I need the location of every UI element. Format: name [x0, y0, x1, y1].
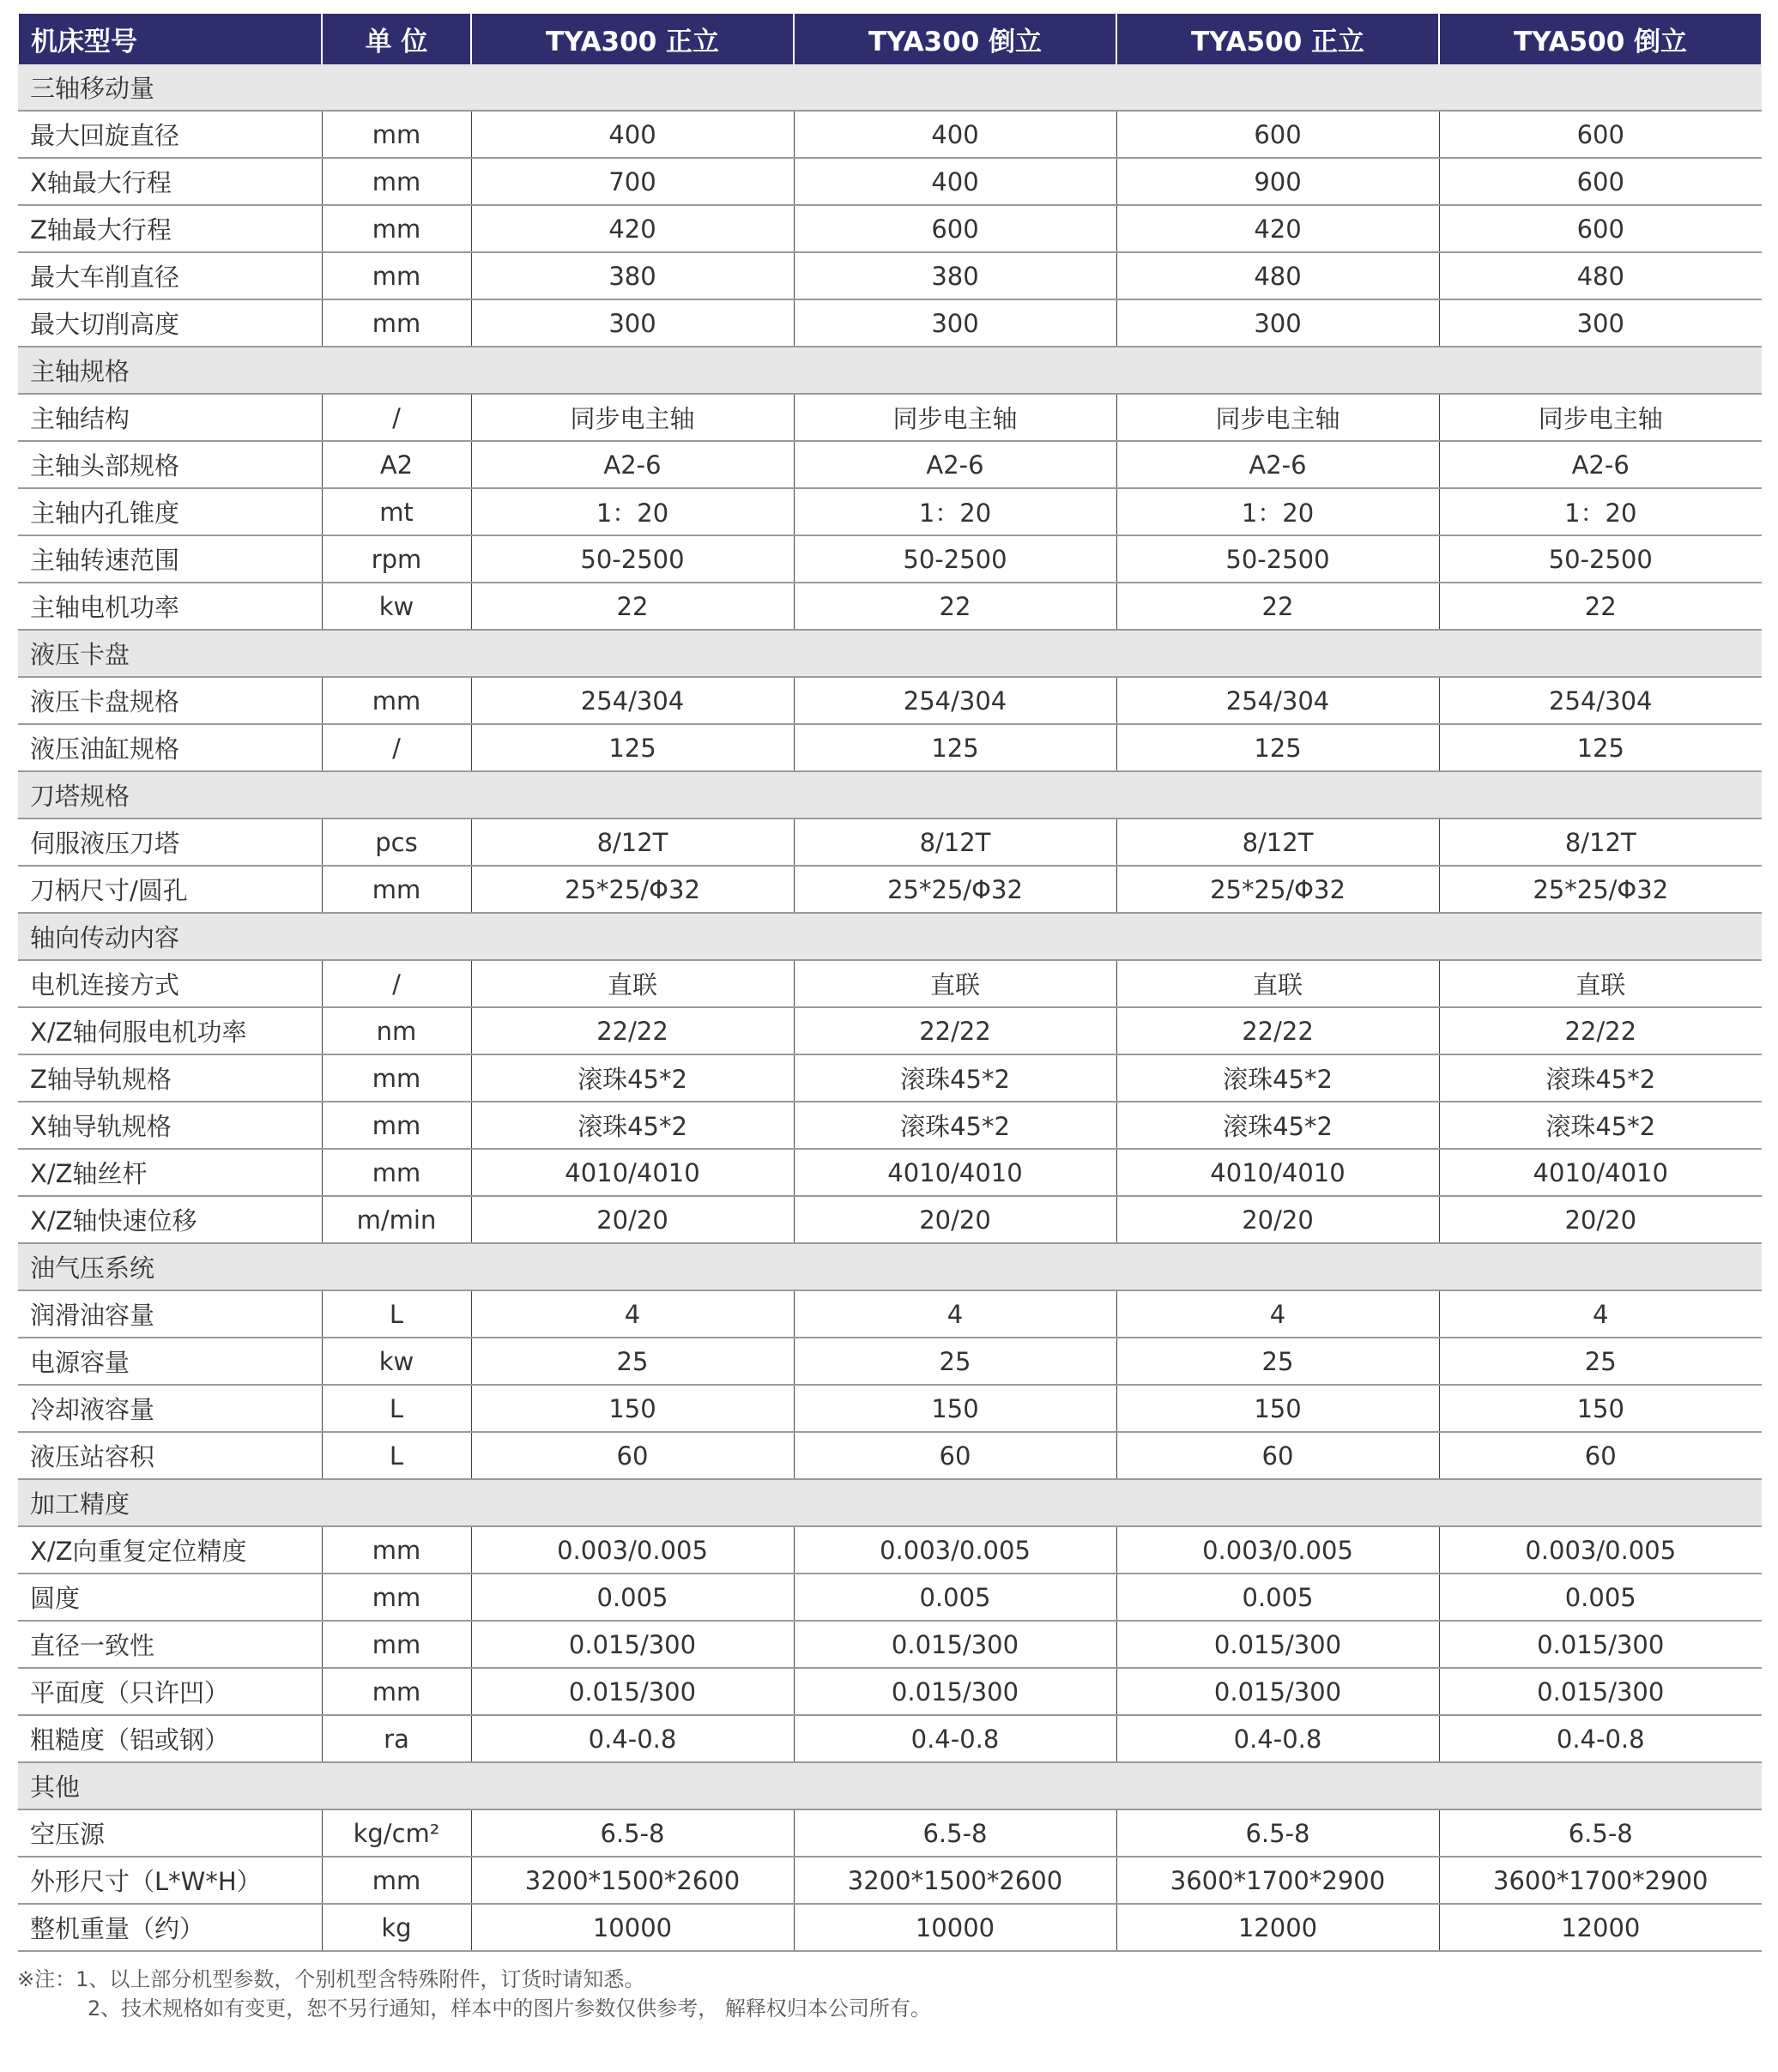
param-name-cell: 伺服液压刀塔 — [18, 819, 322, 866]
section-header-row — [18, 630, 1762, 677]
unit-cell: L — [322, 1385, 471, 1432]
section-header-row — [18, 1479, 1762, 1526]
value-cell: 4 — [794, 1290, 1116, 1338]
table-row — [18, 819, 1762, 866]
value-cell: 22/22 — [794, 1007, 1116, 1054]
table-row — [18, 1526, 1762, 1574]
value-cell: 同步电主轴 — [471, 394, 794, 441]
value-cell: 300 — [794, 299, 1116, 347]
value-cell: 150 — [1116, 1385, 1439, 1432]
value-cell: 0.005 — [794, 1574, 1116, 1621]
table-row — [18, 111, 1762, 158]
param-name-cell: 平面度（只许凹） — [18, 1668, 322, 1715]
value-cell: 0.4-0.8 — [794, 1715, 1116, 1762]
param-name-cell: 最大回旋直径 — [18, 111, 322, 158]
param-name-cell: 电源容量 — [18, 1338, 322, 1385]
value-cell: 0.005 — [1439, 1574, 1762, 1621]
param-name-cell: 刀柄尺寸/圆孔 — [18, 866, 322, 913]
unit-cell: nm — [322, 1007, 471, 1054]
value-cell: A2-6 — [1439, 441, 1762, 488]
unit-cell: mm — [322, 111, 471, 158]
value-cell: 22 — [471, 583, 794, 630]
value-cell: 0.4-0.8 — [1439, 1715, 1762, 1762]
value-cell: 同步电主轴 — [794, 394, 1116, 441]
value-cell: 8/12T — [471, 819, 794, 866]
value-cell: 600 — [1439, 205, 1762, 252]
value-cell: 1：20 — [794, 488, 1116, 535]
value-cell: 0.003/0.005 — [471, 1526, 794, 1574]
unit-cell: m/min — [322, 1196, 471, 1243]
value-cell: 滚珠45*2 — [794, 1102, 1116, 1149]
value-cell: 420 — [471, 205, 794, 252]
value-cell: 125 — [1116, 724, 1439, 771]
section-header-row — [18, 771, 1762, 819]
unit-cell: mm — [322, 158, 471, 205]
value-cell: 12000 — [1439, 1904, 1762, 1951]
value-cell: 25*25/Φ32 — [1439, 866, 1762, 913]
value-cell: 254/304 — [794, 677, 1116, 724]
value-cell: 380 — [794, 252, 1116, 299]
header-cell-model: 机床型号 — [18, 14, 322, 64]
value-cell: 0.015/300 — [1116, 1621, 1439, 1668]
value-cell: 125 — [471, 724, 794, 771]
spec-table-body — [18, 64, 1762, 1951]
value-cell: 150 — [794, 1385, 1116, 1432]
value-cell: 同步电主轴 — [1116, 394, 1439, 441]
unit-cell: mm — [322, 1054, 471, 1102]
header-cell-tya300-inverted: TYA300 倒立 — [794, 14, 1116, 64]
value-cell: 4010/4010 — [794, 1149, 1116, 1196]
table-row — [18, 1668, 1762, 1715]
value-cell: 6.5-8 — [1439, 1809, 1762, 1857]
table-row — [18, 677, 1762, 724]
value-cell: 8/12T — [1439, 819, 1762, 866]
param-name-cell: X/Z轴快速位移 — [18, 1196, 322, 1243]
unit-cell: A2 — [322, 441, 471, 488]
value-cell: A2-6 — [794, 441, 1116, 488]
value-cell: 300 — [1439, 299, 1762, 347]
unit-cell: mm — [322, 1857, 471, 1904]
unit-cell: L — [322, 1290, 471, 1338]
table-row — [18, 1007, 1762, 1054]
spec-table — [17, 14, 1763, 1952]
unit-cell: mm — [322, 677, 471, 724]
unit-cell: mm — [322, 1621, 471, 1668]
unit-cell: L — [322, 1432, 471, 1479]
value-cell: 25 — [1439, 1338, 1762, 1385]
param-name-cell: 直径一致性 — [18, 1621, 322, 1668]
value-cell: 50-2500 — [471, 535, 794, 583]
value-cell: 10000 — [471, 1904, 794, 1951]
footnotes — [17, 1965, 931, 2023]
table-row — [18, 1809, 1762, 1857]
value-cell: 25 — [471, 1338, 794, 1385]
value-cell: 60 — [1116, 1432, 1439, 1479]
value-cell: 滚珠45*2 — [1439, 1054, 1762, 1102]
table-row — [18, 488, 1762, 535]
unit-cell: mm — [322, 1668, 471, 1715]
table-row — [18, 535, 1762, 583]
param-name-cell: 空压源 — [18, 1809, 322, 1857]
value-cell: 3600*1700*2900 — [1116, 1857, 1439, 1904]
table-row — [18, 1904, 1762, 1951]
table-row — [18, 1574, 1762, 1621]
value-cell: 0.015/300 — [471, 1668, 794, 1715]
unit-cell: ra — [322, 1715, 471, 1762]
value-cell: 22 — [794, 583, 1116, 630]
param-name-cell: 最大车削直径 — [18, 252, 322, 299]
unit-cell: mm — [322, 1526, 471, 1574]
value-cell: 3600*1700*2900 — [1439, 1857, 1762, 1904]
param-name-cell: 最大切削高度 — [18, 299, 322, 347]
value-cell: 254/304 — [1116, 677, 1439, 724]
table-row — [18, 158, 1762, 205]
unit-cell: mt — [322, 488, 471, 535]
value-cell: 300 — [1116, 299, 1439, 347]
table-row — [18, 1338, 1762, 1385]
unit-cell: mm — [322, 299, 471, 347]
value-cell: 0.003/0.005 — [1116, 1526, 1439, 1574]
value-cell: 600 — [794, 205, 1116, 252]
value-cell: 0.015/300 — [471, 1621, 794, 1668]
value-cell: 150 — [1439, 1385, 1762, 1432]
table-row — [18, 205, 1762, 252]
value-cell: 22/22 — [471, 1007, 794, 1054]
param-name-cell: 粗糙度（铝或钢） — [18, 1715, 322, 1762]
unit-cell: / — [322, 960, 471, 1007]
value-cell: 1：20 — [471, 488, 794, 535]
param-name-cell: 主轴结构 — [18, 394, 322, 441]
table-row — [18, 1149, 1762, 1196]
value-cell: 直联 — [471, 960, 794, 1007]
section-title: 主轴规格 — [18, 347, 1762, 394]
table-row — [18, 1196, 1762, 1243]
table-row — [18, 1385, 1762, 1432]
param-name-cell: 圆度 — [18, 1574, 322, 1621]
value-cell: 0.015/300 — [794, 1668, 1116, 1715]
table-row — [18, 1715, 1762, 1762]
section-title: 三轴移动量 — [18, 64, 1762, 111]
header-cell-tya300-upright: TYA300 正立 — [471, 14, 794, 64]
value-cell: 480 — [1439, 252, 1762, 299]
value-cell: 4010/4010 — [1116, 1149, 1439, 1196]
header-cell-tya500-inverted: TYA500 倒立 — [1439, 14, 1762, 64]
value-cell: 50-2500 — [1116, 535, 1439, 583]
table-row — [18, 299, 1762, 347]
section-header-row — [18, 1762, 1762, 1809]
section-title: 液压卡盘 — [18, 630, 1762, 677]
value-cell: 滚珠45*2 — [794, 1054, 1116, 1102]
value-cell: 22/22 — [1439, 1007, 1762, 1054]
value-cell: 20/20 — [1116, 1196, 1439, 1243]
value-cell: 400 — [471, 111, 794, 158]
value-cell: 3200*1500*2600 — [794, 1857, 1116, 1904]
value-cell: 900 — [1116, 158, 1439, 205]
unit-cell: / — [322, 394, 471, 441]
value-cell: 50-2500 — [794, 535, 1116, 583]
value-cell: 125 — [794, 724, 1116, 771]
value-cell: 滚珠45*2 — [1116, 1054, 1439, 1102]
value-cell: 滚珠45*2 — [471, 1102, 794, 1149]
section-title: 油气压系统 — [18, 1243, 1762, 1290]
table-row — [18, 724, 1762, 771]
table-row — [18, 1432, 1762, 1479]
table-row — [18, 394, 1762, 441]
section-header-row — [18, 1243, 1762, 1290]
unit-cell: mm — [322, 205, 471, 252]
table-row — [18, 1054, 1762, 1102]
unit-cell: rpm — [322, 535, 471, 583]
value-cell: 254/304 — [471, 677, 794, 724]
param-name-cell: X轴最大行程 — [18, 158, 322, 205]
value-cell: 25*25/Φ32 — [1116, 866, 1439, 913]
value-cell: 50-2500 — [1439, 535, 1762, 583]
value-cell: 10000 — [794, 1904, 1116, 1951]
value-cell: 直联 — [794, 960, 1116, 1007]
unit-cell: mm — [322, 1102, 471, 1149]
header-cell-tya500-upright: TYA500 正立 — [1116, 14, 1439, 64]
value-cell: A2-6 — [471, 441, 794, 488]
value-cell: 直联 — [1439, 960, 1762, 1007]
table-row — [18, 1102, 1762, 1149]
param-name-cell: X/Z向重复定位精度 — [18, 1526, 322, 1574]
unit-cell: kw — [322, 583, 471, 630]
value-cell: 20/20 — [794, 1196, 1116, 1243]
section-title: 轴向传动内容 — [18, 913, 1762, 960]
value-cell: 4 — [471, 1290, 794, 1338]
header-cell-unit: 单 位 — [322, 14, 471, 64]
value-cell: 20/20 — [1439, 1196, 1762, 1243]
value-cell: 8/12T — [1116, 819, 1439, 866]
value-cell: 400 — [794, 111, 1116, 158]
footnote-line-1: ※注：1、以上部分机型参数，个别机型含特殊附件，订货时请知悉。 — [17, 1967, 645, 1991]
unit-cell: pcs — [322, 819, 471, 866]
param-name-cell: X轴导轨规格 — [18, 1102, 322, 1149]
value-cell: 25 — [1116, 1338, 1439, 1385]
value-cell: A2-6 — [1116, 441, 1439, 488]
value-cell: 300 — [471, 299, 794, 347]
value-cell: 8/12T — [794, 819, 1116, 866]
unit-cell: mm — [322, 1149, 471, 1196]
unit-cell: kw — [322, 1338, 471, 1385]
unit-cell: kg — [322, 1904, 471, 1951]
value-cell: 0.015/300 — [1439, 1668, 1762, 1715]
value-cell: 0.005 — [1116, 1574, 1439, 1621]
param-name-cell: 外形尺寸（L*W*H） — [18, 1857, 322, 1904]
param-name-cell: 主轴电机功率 — [18, 583, 322, 630]
param-name-cell: 主轴转速范围 — [18, 535, 322, 583]
value-cell: 滚珠45*2 — [1116, 1102, 1439, 1149]
value-cell: 600 — [1439, 158, 1762, 205]
value-cell: 3200*1500*2600 — [471, 1857, 794, 1904]
table-row — [18, 866, 1762, 913]
value-cell: 25*25/Φ32 — [471, 866, 794, 913]
value-cell: 0.003/0.005 — [1439, 1526, 1762, 1574]
section-header-row — [18, 64, 1762, 111]
table-row — [18, 960, 1762, 1007]
value-cell: 滚珠45*2 — [471, 1054, 794, 1102]
value-cell: 0.015/300 — [1116, 1668, 1439, 1715]
value-cell: 12000 — [1116, 1904, 1439, 1951]
unit-cell: mm — [322, 866, 471, 913]
param-name-cell: 电机连接方式 — [18, 960, 322, 1007]
value-cell: 480 — [1116, 252, 1439, 299]
param-name-cell: 润滑油容量 — [18, 1290, 322, 1338]
param-name-cell: 主轴头部规格 — [18, 441, 322, 488]
table-row — [18, 441, 1762, 488]
value-cell: 同步电主轴 — [1439, 394, 1762, 441]
value-cell: 600 — [1116, 111, 1439, 158]
value-cell: 4 — [1116, 1290, 1439, 1338]
value-cell: 22/22 — [1116, 1007, 1439, 1054]
value-cell: 22 — [1116, 583, 1439, 630]
param-name-cell: X/Z轴伺服电机功率 — [18, 1007, 322, 1054]
section-title: 其他 — [18, 1762, 1762, 1809]
table-row — [18, 1857, 1762, 1904]
section-header-row — [18, 347, 1762, 394]
value-cell: 0.003/0.005 — [794, 1526, 1116, 1574]
table-row — [18, 583, 1762, 630]
value-cell: 4 — [1439, 1290, 1762, 1338]
value-cell: 60 — [471, 1432, 794, 1479]
value-cell: 700 — [471, 158, 794, 205]
param-name-cell: 液压油缸规格 — [18, 724, 322, 771]
value-cell: 22 — [1439, 583, 1762, 630]
header-row — [18, 14, 1762, 64]
value-cell: 直联 — [1116, 960, 1439, 1007]
spec-table-container — [17, 14, 1761, 1952]
value-cell: 0.015/300 — [1439, 1621, 1762, 1668]
value-cell: 6.5-8 — [471, 1809, 794, 1857]
value-cell: 150 — [471, 1385, 794, 1432]
value-cell: 4010/4010 — [1439, 1149, 1762, 1196]
unit-cell: kg/cm² — [322, 1809, 471, 1857]
param-name-cell: Z轴导轨规格 — [18, 1054, 322, 1102]
param-name-cell: 整机重量（约） — [18, 1904, 322, 1951]
value-cell: 380 — [471, 252, 794, 299]
table-row — [18, 1621, 1762, 1668]
param-name-cell: X/Z轴丝杆 — [18, 1149, 322, 1196]
value-cell: 125 — [1439, 724, 1762, 771]
value-cell: 420 — [1116, 205, 1439, 252]
value-cell: 20/20 — [471, 1196, 794, 1243]
value-cell: 0.005 — [471, 1574, 794, 1621]
unit-cell: / — [322, 724, 471, 771]
value-cell: 60 — [794, 1432, 1116, 1479]
value-cell: 1：20 — [1116, 488, 1439, 535]
value-cell: 6.5-8 — [1116, 1809, 1439, 1857]
table-row — [18, 252, 1762, 299]
value-cell: 600 — [1439, 111, 1762, 158]
param-name-cell: 液压站容积 — [18, 1432, 322, 1479]
footnote-line-2: 2、技术规格如有变更，恕不另行通知，样本中的图片参数仅供参考， 解释权归本公司所有。 — [88, 1996, 931, 2021]
value-cell: 1：20 — [1439, 488, 1762, 535]
section-title: 加工精度 — [18, 1479, 1762, 1526]
unit-cell: mm — [322, 252, 471, 299]
table-row — [18, 1290, 1762, 1338]
unit-cell: mm — [322, 1574, 471, 1621]
section-header-row — [18, 913, 1762, 960]
value-cell: 0.015/300 — [794, 1621, 1116, 1668]
value-cell: 4010/4010 — [471, 1149, 794, 1196]
value-cell: 400 — [794, 158, 1116, 205]
value-cell: 滚珠45*2 — [1439, 1102, 1762, 1149]
value-cell: 25*25/Φ32 — [794, 866, 1116, 913]
section-title: 刀塔规格 — [18, 771, 1762, 819]
param-name-cell: 冷却液容量 — [18, 1385, 322, 1432]
param-name-cell: 主轴内孔锥度 — [18, 488, 322, 535]
param-name-cell: Z轴最大行程 — [18, 205, 322, 252]
value-cell: 6.5-8 — [794, 1809, 1116, 1857]
value-cell: 25 — [794, 1338, 1116, 1385]
param-name-cell: 液压卡盘规格 — [18, 677, 322, 724]
value-cell: 0.4-0.8 — [1116, 1715, 1439, 1762]
value-cell: 0.4-0.8 — [471, 1715, 794, 1762]
value-cell: 60 — [1439, 1432, 1762, 1479]
value-cell: 254/304 — [1439, 677, 1762, 724]
